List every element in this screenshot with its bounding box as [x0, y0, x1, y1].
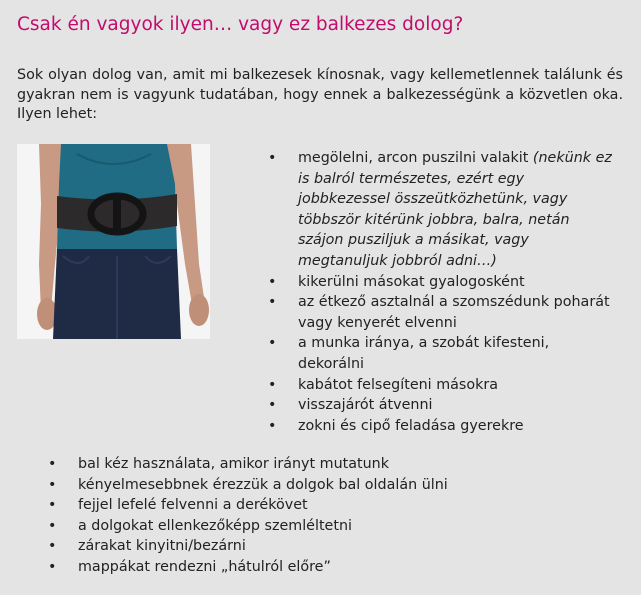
list-item: • az étkező asztalnál a szomszédunk poharát vagy kenyerét elvenni: [268, 292, 613, 333]
intro-paragraph: Sok olyan dolog van, amit mi balkezesek kínosnak, vagy kellemetlennek találunk és gyakran nem is vagyunk tudatában, hogy ennek a balkezességünk a közvetlen oka. Ilyen lehet:: [17, 67, 623, 122]
belt-photo: [17, 144, 210, 339]
list-item: • zokni és cipő feladása gyerekre: [268, 416, 613, 437]
list-item-note: (nekünk ez is balról természetes, ezért egy jobbkezessel összeütközhetünk, vagy többször kitérünk jobbra, balra, netán szájon pusziljuk a másikat, vagy megtanuljuk jobbról adni…): [298, 150, 612, 269]
list-item: • kikerülni másokat gyalogosként: [268, 272, 613, 293]
bullet-list-main: [268, 148, 613, 436]
list-item: • a munka iránya, a szobát kifesteni, dekorálni: [268, 333, 613, 374]
list-item: • kabátot felsegíteni másokra: [268, 375, 613, 396]
list-item: • kényelmesebbnek érezzük a dolgok bal oldalán ülni: [48, 475, 608, 496]
page-title: Csak én vagyok ilyen… vagy ez balkezes dolog?: [17, 14, 464, 35]
bullet-list-secondary: [48, 454, 608, 578]
list-item: • fejjel lefelé felvenni a derékövet: [48, 495, 608, 516]
list-item: • bal kéz használata, amikor irányt mutatunk: [48, 454, 608, 475]
list-item: • visszajárót átvenni: [268, 395, 613, 416]
woman-with-belt-image: [17, 144, 210, 339]
list-item: • megölelni, arcon puszilni valakit (nekünk ez is balról természetes, ezért egy jobbkezessel összeütközhetünk, vagy többször kitérünk jobbra, balra, netán szájon pusziljuk a másikat, vagy megtanuljuk jobbról adni…): [268, 148, 613, 272]
list-item: • mappákat rendezni „hátulról előre”: [48, 557, 608, 578]
list-item: • zárakat kinyitni/bezárni: [48, 536, 608, 557]
list-item: • a dolgokat ellenkezőképp szemléltetni: [48, 516, 608, 537]
